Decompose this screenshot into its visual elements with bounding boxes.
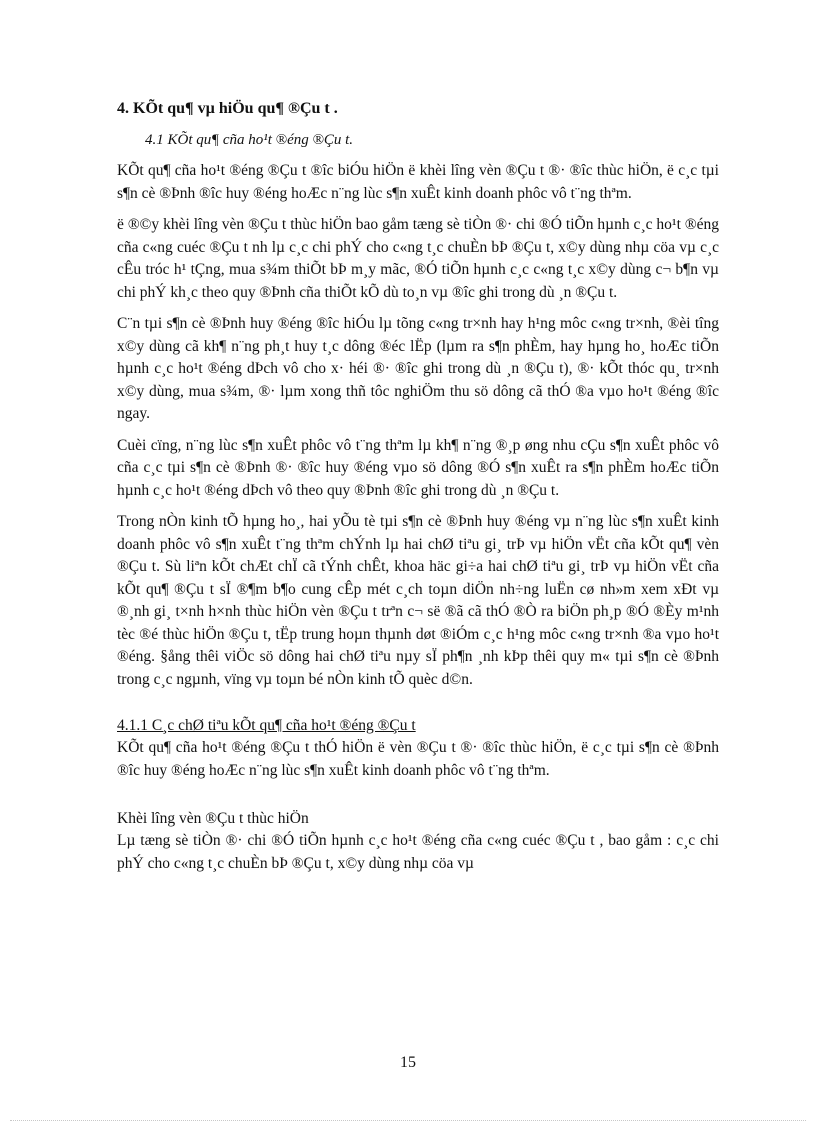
page-number: 15 bbox=[400, 1054, 416, 1071]
topic-label: Khèi lîng vèn ®Çu t thùc hiÖn bbox=[117, 810, 309, 827]
subsection-title: 4.1.1 C¸c chØ tiªu kÕt qu¶ cña ho¹t ®éng ®Çu t bbox=[117, 717, 416, 734]
paragraph-2: ë ®©y khèi lîng vèn ®Çu t thùc hiÖn bao gåm tæng sè tiÒn ®· chi ®Ó tiÕn hµnh c¸c ho¹t ®éng cña c«ng cuéc ®Çu t nh lµ c¸c chi phÝ cho c«ng t¸c chuÈn bÞ ®Çu t, x©y dùng nhµ cöa vµ c¸c cÊu tróc h¹ tÇng, mua s¾m thiÕt bÞ m¸y mãc, ®Ó tiÕn hµnh c¸c c«ng t¸c x©y dùng c¬ b¶n vµ chi phÝ kh¸c theo quy ®Þnh cña thiÕt kÕ dù to¸n vµ ®îc ghi trong dù ¸n ®Çu t. bbox=[117, 216, 719, 301]
page-content bbox=[117, 99, 719, 884]
section-heading: 4. KÕt qu¶ vµ hiÖu qu¶ ®Çu t . bbox=[117, 100, 338, 117]
paragraph-5: Trong nÒn kinh tÕ hµng ho¸, hai yÕu tè tµi s¶n cè ®Þnh huy ®éng vµ n¨ng lùc s¶n xuÊt kinh doanh phôc vô s¶n xuÊt t¨ng thªm chÝnh lµ hai chØ tiªu gi¸ trÞ vµ hiÖn vËt cña kÕt qu¶ vèn ®Çu t. Sù liªn kÕt chÆt chÏ cã tÝnh chÊt, khoa häc gi÷a hai chØ tiªu gi¸ trÞ vµ hiÖn vËt cña kÕt qu¶ ®Çu t sÏ ®¶m b¶o cung cÊp mét c¸ch toµn diÖn nh÷ng luËn cø nh»m xem xÐt vµ ®¸nh gi¸ t×nh h×nh thùc hiÖn vèn ®Çu t trªn c¬ së ®ã cã thÓ ®Ò ra biÖn ph¸p ®Ó ®Èy m¹nh tèc ®é thùc hiÖn ®Çu t, tËp trung hoµn thµnh døt ®iÓm c¸c h¹ng môc c«ng tr×nh ®a vµo ho¹t ®éng. §ång thêi viÖc sö dông hai chØ tiªu nµy sÏ ph¶n ¸nh kÞp thêi quy m« tµi s¶n cè ®Þnh trong c¸c ngµnh, vïng vµ toµn bé nÒn kinh tÕ quèc d©n. bbox=[117, 513, 719, 688]
paragraph-1: KÕt qu¶ cña ho¹t ®éng ®Çu t ®îc biÓu hiÖn ë khèi lîng vèn ®Çu t ®· ®îc thùc hiÖn, ë c¸c tµi s¶n cè ®Þnh ®îc huy ®éng hoÆc n¨ng lùc s¶n xuÊt kinh doanh phôc vô t¨ng thªm. bbox=[117, 162, 719, 202]
final-paragraph: Lµ tæng sè tiÒn ®· chi ®Ó tiÕn hµnh c¸c ho¹t ®éng cña c«ng cuéc ®Çu t , bao gåm : c¸c chi phÝ cho c«ng t¸c chuÈn bÞ ®Çu t, x©y dùng nhµ cöa vµ bbox=[117, 832, 719, 872]
section-paragraph: KÕt qu¶ cña ho¹t ®éng ®Çu t thÓ hiÖn ë vèn ®Çu t ®· ®îc thùc hiÖn, ë c¸c tµi s¶n cè ®Þnh ®îc huy ®éng hoÆc n¨ng lùc s¶n xuÊt kinh doanh phôc vô t¨ng thªm. bbox=[117, 739, 719, 779]
paragraph-4: Cuèi cïng, n¨ng lùc s¶n xuÊt phôc vô t¨ng thªm lµ kh¶ n¨ng ®¸p øng nhu cÇu s¶n xuÊt phôc vô cña c¸c tµi s¶n cè ®Þnh ®· ®îc huy ®éng vµo sö dông ®Ó s¶n xuÊt ra s¶n phÈm hoÆc tiÕn hµnh c¸c ho¹t ®éng dÞch vô theo quy ®Þnh ®îc ghi trong dù ¸n ®Çu t. bbox=[117, 436, 719, 499]
page-bottom-border bbox=[10, 1120, 806, 1121]
paragraph-3: C¨n tµi s¶n cè ®Þnh huy ®éng ®îc hiÓu lµ tõng c«ng tr×nh hay h¹ng môc c«ng tr×nh, ®èi tîng x©y dùng cã kh¶ n¨ng ph¸t huy t¸c dông ®éc lËp (lµm ra s¶n phÈm, hay hµng ho¸ hoÆc tiÕn hµnh c¸c ho¹t ®éng dÞch vô cho x· héi ®· ®îc ghi trong dù ¸n ®Çu t), ®· kÕt thóc qu¸ tr×nh x©y dùng, mua s¾m, ®· lµm xong thñ tôc nghiÖm thu sö dông cã thÓ ®a vµo ho¹t ®éng ®îc ngay. bbox=[117, 315, 719, 422]
subsection-heading: 4.1 KÕt qu¶ cña ho¹t ®éng ®Çu t. bbox=[145, 132, 354, 148]
